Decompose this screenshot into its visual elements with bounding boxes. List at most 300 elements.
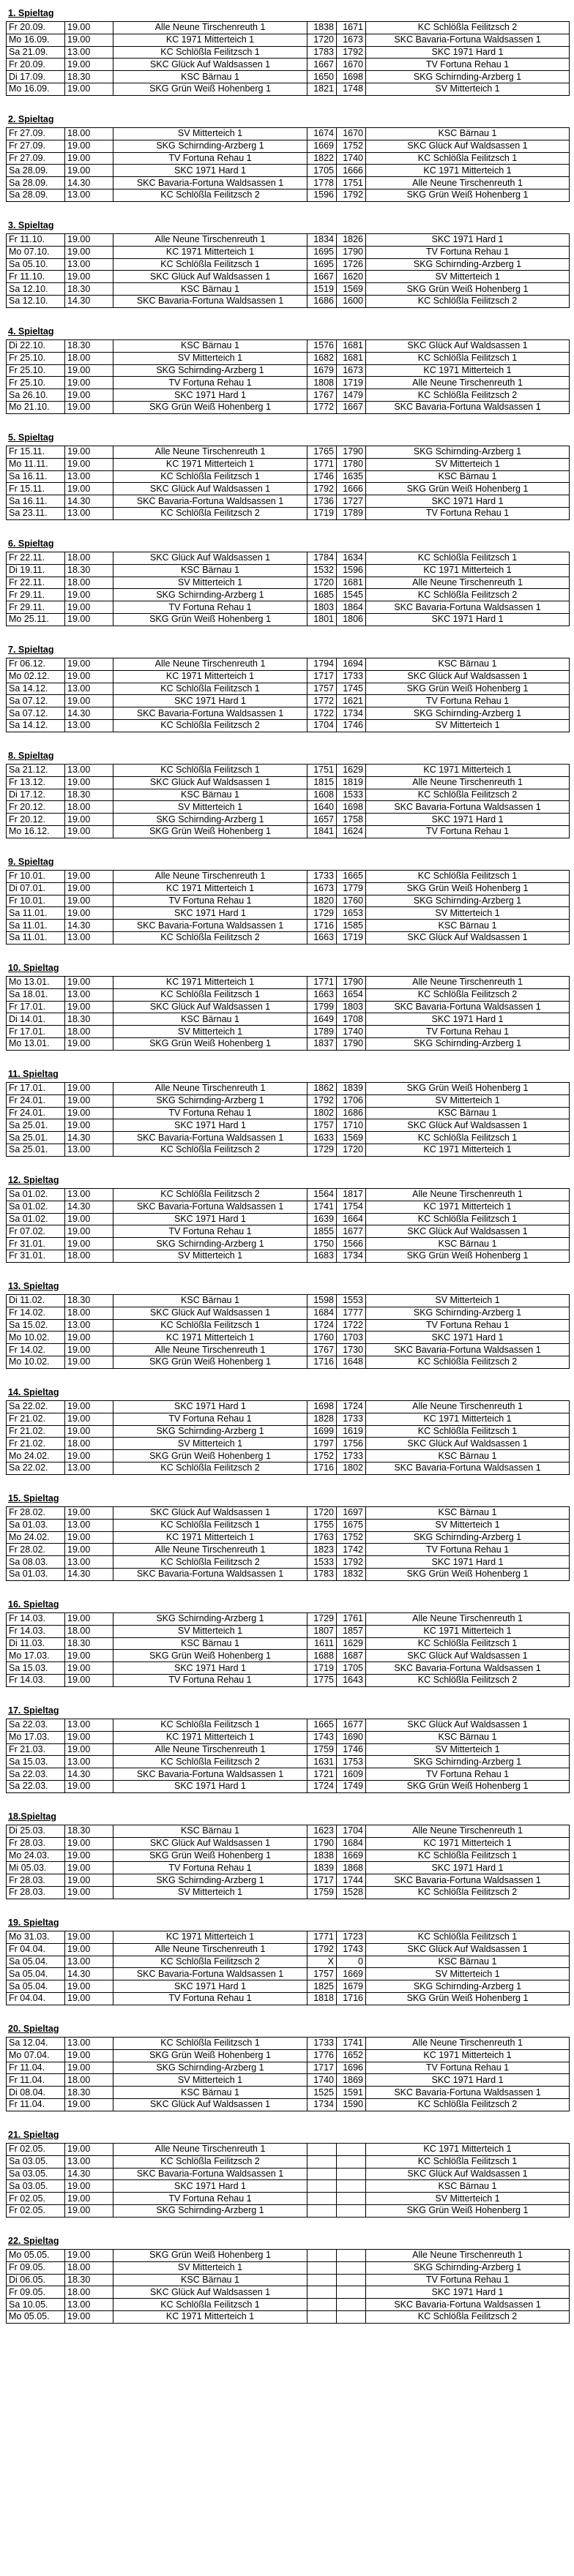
home-score: 1794 <box>308 658 337 671</box>
home-score: 1792 <box>308 1094 337 1107</box>
table-row <box>7 446 570 459</box>
match-time: 19.00 <box>65 246 113 258</box>
home-team: Alle Neune Tirschenreuth 1 <box>113 1943 308 1956</box>
away-score: 1684 <box>337 1837 366 1850</box>
match-time: 19.00 <box>65 1743 113 1756</box>
away-score: 1620 <box>337 271 366 283</box>
home-team: SKG Schirnding-Arzberg 1 <box>113 1613 308 1626</box>
home-team: SV Mitterteich 1 <box>113 1625 308 1637</box>
match-time: 19.00 <box>65 1332 113 1344</box>
match-date: Sa 28.09. <box>7 177 65 189</box>
home-team: SV Mitterteich 1 <box>113 352 308 364</box>
home-team: SKC Bavaria-Fortuna Waldsassen 1 <box>113 1968 308 1980</box>
table-row <box>7 401 570 413</box>
home-score: 1695 <box>308 246 337 258</box>
away-team: KSC Bärnau 1 <box>366 128 570 140</box>
away-score: 1734 <box>337 1250 366 1262</box>
round-title: 21. Spieltag <box>8 2130 59 2140</box>
table-row <box>7 1425 570 1438</box>
table-row <box>7 2204 570 2217</box>
away-team: SKC Glück Auf Waldsassen 1 <box>366 1225 570 1238</box>
match-date: Fr 29.11. <box>7 601 65 614</box>
away-team: SKC 1971 Hard 1 <box>366 2074 570 2087</box>
round-title: 20. Spieltag <box>8 2024 59 2034</box>
match-time: 18.30 <box>65 71 113 83</box>
away-team: SKG Schirnding-Arzberg 1 <box>366 258 570 271</box>
home-team: TV Fortuna Rehau 1 <box>113 1674 308 1686</box>
table-row <box>7 1719 570 1732</box>
home-team: TV Fortuna Rehau 1 <box>113 1107 308 1119</box>
home-team: Alle Neune Tirschenreuth 1 <box>113 871 308 883</box>
away-team: KC Schlößla Feilitzsch 1 <box>366 1637 570 1650</box>
round-title: 13. Spieltag <box>8 1281 59 1291</box>
match-date: Mo 05.05. <box>7 2250 65 2262</box>
away-team: KC Schlößla Feilitzsch 1 <box>366 352 570 364</box>
match-date: Mo 16.09. <box>7 83 65 95</box>
table-row <box>7 2310 570 2323</box>
away-team: KC 1971 Mitterteich 1 <box>366 2144 570 2156</box>
home-team: SKG Schirnding-Arzberg 1 <box>113 1094 308 1107</box>
away-score: 1743 <box>337 1943 366 1956</box>
home-score: 1519 <box>308 283 337 296</box>
home-score: 1837 <box>308 1037 337 1050</box>
match-time: 14.30 <box>65 2168 113 2180</box>
round-title: 11. Spieltag <box>8 1069 59 1079</box>
match-time: 19.00 <box>65 814 113 826</box>
home-team: Alle Neune Tirschenreuth 1 <box>113 22 308 34</box>
match-time: 18.30 <box>65 1825 113 1838</box>
away-score: 1653 <box>337 907 366 920</box>
table-row <box>7 2144 570 2156</box>
away-team: KC Schlößla Feilitzsch 2 <box>366 1356 570 1368</box>
away-score: 1609 <box>337 1768 366 1781</box>
away-score: 1733 <box>337 1450 366 1462</box>
away-score: 1789 <box>337 507 366 519</box>
away-score <box>337 2193 366 2205</box>
table-row <box>7 2038 570 2050</box>
home-team: KSC Bärnau 1 <box>113 1825 308 1838</box>
home-team: SKC Bavaria-Fortuna Waldsassen 1 <box>113 920 308 932</box>
home-score: 1772 <box>308 401 337 413</box>
match-date: Di 17.09. <box>7 71 65 83</box>
match-date: Fr 04.04. <box>7 1943 65 1956</box>
match-date: Sa 15.02. <box>7 1319 65 1332</box>
away-score: 1545 <box>337 589 366 601</box>
table-row <box>7 258 570 271</box>
home-score: 1767 <box>308 1344 337 1356</box>
match-date: Fr 02.05. <box>7 2193 65 2205</box>
match-date: Mo 07.04. <box>7 2049 65 2062</box>
match-time: 13.00 <box>65 1756 113 1768</box>
match-time: 19.00 <box>65 1119 113 1132</box>
away-score <box>337 2261 366 2274</box>
away-team: SKG Grün Weiß Hohenberg 1 <box>366 1083 570 1095</box>
match-date: Fr 17.01. <box>7 1083 65 1095</box>
away-team: SV Mitterteich 1 <box>366 907 570 920</box>
round-table <box>6 233 570 308</box>
round-title: 12. Spieltag <box>8 1175 59 1185</box>
round-section <box>6 112 570 218</box>
away-team: SV Mitterteich 1 <box>366 271 570 283</box>
table-row <box>7 483 570 495</box>
away-score: 1734 <box>337 707 366 720</box>
match-date: Sa 10.05. <box>7 2299 65 2311</box>
table-row <box>7 1743 570 1756</box>
home-team: TV Fortuna Rehau 1 <box>113 1862 308 1874</box>
match-date: Sa 12.10. <box>7 283 65 296</box>
home-score: 1783 <box>308 1568 337 1580</box>
match-time: 19.00 <box>65 483 113 495</box>
match-time: 19.00 <box>65 234 113 247</box>
table-row <box>7 2168 570 2180</box>
match-time: 18.00 <box>65 2261 113 2274</box>
home-score <box>308 2274 337 2286</box>
round-section <box>6 1597 570 1703</box>
match-date: Sa 28.09. <box>7 189 65 201</box>
home-score: 1688 <box>308 1650 337 1662</box>
match-time: 19.00 <box>65 2049 113 2062</box>
home-team: SKG Grün Weiß Hohenberg 1 <box>113 613 308 626</box>
away-team: SKG Grün Weiß Hohenberg 1 <box>366 882 570 895</box>
table-row <box>7 2193 570 2205</box>
home-score: 1771 <box>308 1931 337 1944</box>
match-date: Di 22.10. <box>7 340 65 353</box>
home-team: KC Schlößla Feilitzsch 1 <box>113 683 308 695</box>
away-score: 1869 <box>337 2074 366 2087</box>
away-team: SKG Grün Weiß Hohenberg 1 <box>366 283 570 296</box>
match-date: Fr 14.03. <box>7 1613 65 1626</box>
away-team: SV Mitterteich 1 <box>366 1743 570 1756</box>
home-team: SV Mitterteich 1 <box>113 1886 308 1899</box>
table-row <box>7 1768 570 1781</box>
home-team: SKG Schirnding-Arzberg 1 <box>113 140 308 152</box>
match-date: Di 14.01. <box>7 1013 65 1026</box>
away-score: 1681 <box>337 577 366 589</box>
match-time: 19.00 <box>65 1980 113 1993</box>
match-time: 19.00 <box>65 589 113 601</box>
match-date: Sa 21.12. <box>7 765 65 777</box>
match-date: Sa 14.12. <box>7 719 65 732</box>
match-date: Fr 20.12. <box>7 814 65 826</box>
away-team: KSC Bärnau 1 <box>366 1238 570 1250</box>
home-score: 1722 <box>308 707 337 720</box>
away-team: Alle Neune Tirschenreuth 1 <box>366 776 570 789</box>
round-section <box>6 1385 570 1491</box>
match-date: Sa 05.10. <box>7 258 65 271</box>
away-score: 1600 <box>337 295 366 307</box>
home-team: KSC Bärnau 1 <box>113 71 308 83</box>
table-row <box>7 1238 570 1250</box>
round-title: 9. Spieltag <box>8 857 54 867</box>
table-row <box>7 683 570 695</box>
away-team: KC Schlößla Feilitzsch 1 <box>366 152 570 165</box>
home-score: 1759 <box>308 1886 337 1899</box>
match-date: Sa 15.03. <box>7 1662 65 1675</box>
home-score: 1729 <box>308 1613 337 1626</box>
match-date: Sa 01.02. <box>7 1213 65 1225</box>
home-team: KC 1971 Mitterteich 1 <box>113 1531 308 1544</box>
match-time: 19.00 <box>65 825 113 838</box>
away-team: SKG Schirnding-Arzberg 1 <box>366 895 570 907</box>
match-date: Fr 06.12. <box>7 658 65 671</box>
away-score: 1716 <box>337 1992 366 2005</box>
home-team: SKG Grün Weiß Hohenberg 1 <box>113 1037 308 1050</box>
away-team: SKC Glück Auf Waldsassen 1 <box>366 670 570 683</box>
home-team: KC 1971 Mitterteich 1 <box>113 670 308 683</box>
away-score: 1744 <box>337 1874 366 1887</box>
round-table <box>6 1612 570 1687</box>
match-time: 19.00 <box>65 977 113 989</box>
away-team: KC Schlößla Feilitzsch 1 <box>366 1931 570 1944</box>
home-team: SKC 1971 Hard 1 <box>113 389 308 402</box>
table-row <box>7 988 570 1001</box>
away-team: SKC 1971 Hard 1 <box>366 1332 570 1344</box>
home-score: 1792 <box>308 483 337 495</box>
away-score: 1621 <box>337 695 366 707</box>
away-score: 1832 <box>337 1568 366 1580</box>
match-date: Sa 03.05. <box>7 2168 65 2180</box>
home-team: SKC Bavaria-Fortuna Waldsassen 1 <box>113 2168 308 2180</box>
away-team: TV Fortuna Rehau 1 <box>366 1768 570 1781</box>
home-score: 1699 <box>308 1425 337 1438</box>
away-score: 1634 <box>337 552 366 565</box>
match-date: Di 08.04. <box>7 2087 65 2099</box>
match-date: Fr 02.05. <box>7 2204 65 2217</box>
match-time: 19.00 <box>65 2193 113 2205</box>
table-row <box>7 2261 570 2274</box>
away-score: 1740 <box>337 1026 366 1038</box>
away-team: SKC Bavaria-Fortuna Waldsassen 1 <box>366 1874 570 1887</box>
away-team: SKC Bavaria-Fortuna Waldsassen 1 <box>366 801 570 814</box>
match-date: Sa 07.12. <box>7 707 65 720</box>
away-score <box>337 2299 366 2311</box>
match-date: Fr 09.05. <box>7 2261 65 2274</box>
away-score: 1751 <box>337 177 366 189</box>
round-table <box>6 658 570 732</box>
match-date: Fr 14.02. <box>7 1344 65 1356</box>
round-title: 8. Spieltag <box>8 751 54 761</box>
away-score: 1654 <box>337 988 366 1001</box>
home-score: 1724 <box>308 1319 337 1332</box>
away-score: 1839 <box>337 1083 366 1095</box>
away-team: SKC 1971 Hard 1 <box>366 46 570 59</box>
round-table <box>6 1082 570 1157</box>
away-score: 1697 <box>337 1507 366 1520</box>
match-date: Sa 25.01. <box>7 1132 65 1144</box>
away-team: SV Mitterteich 1 <box>366 719 570 732</box>
away-team: KSC Bärnau 1 <box>366 1450 570 1462</box>
match-date: Mo 05.05. <box>7 2310 65 2323</box>
away-team: TV Fortuna Rehau 1 <box>366 1544 570 1556</box>
table-row <box>7 1662 570 1675</box>
round-title: 14. Spieltag <box>8 1387 59 1397</box>
match-date: Fr 21.03. <box>7 1743 65 1756</box>
home-team: Alle Neune Tirschenreuth 1 <box>113 1083 308 1095</box>
home-score: 1783 <box>308 46 337 59</box>
home-score <box>308 2144 337 2156</box>
away-team: KC Schlößla Feilitzsch 2 <box>366 2310 570 2323</box>
match-time: 19.00 <box>65 1213 113 1225</box>
round-title: 2. Spieltag <box>8 114 54 124</box>
away-score: 1752 <box>337 140 366 152</box>
round-table <box>6 1506 570 1581</box>
table-row <box>7 814 570 826</box>
away-score: 1553 <box>337 1295 366 1307</box>
home-team: KSC Bärnau 1 <box>113 564 308 577</box>
away-score: 1826 <box>337 234 366 247</box>
round-section <box>6 2234 570 2340</box>
home-score: 1755 <box>308 1519 337 1531</box>
home-score: 1663 <box>308 988 337 1001</box>
table-row <box>7 271 570 283</box>
table-row <box>7 1862 570 1874</box>
home-team: Alle Neune Tirschenreuth 1 <box>113 446 308 459</box>
home-score: 1765 <box>308 446 337 459</box>
home-team: SKG Schirnding-Arzberg 1 <box>113 364 308 377</box>
match-time: 19.00 <box>65 1107 113 1119</box>
match-date: Sa 22.02. <box>7 1462 65 1474</box>
match-time: 18.30 <box>65 340 113 353</box>
table-row <box>7 1544 570 1556</box>
away-score: 1790 <box>337 1037 366 1050</box>
home-score <box>308 2261 337 2274</box>
match-date: Sa 11.01. <box>7 931 65 944</box>
away-team: KC 1971 Mitterteich 1 <box>366 1413 570 1425</box>
match-date: Fr 11.04. <box>7 2062 65 2074</box>
match-date: Fr 17.01. <box>7 1001 65 1013</box>
away-team: SKC Glück Auf Waldsassen 1 <box>366 1719 570 1732</box>
away-team: SKC 1971 Hard 1 <box>366 613 570 626</box>
round-table <box>6 127 570 202</box>
home-score: 1695 <box>308 258 337 271</box>
home-score <box>308 2286 337 2299</box>
match-date: Mo 25.11. <box>7 613 65 626</box>
match-date: Sa 26.10. <box>7 389 65 402</box>
home-score: 1720 <box>308 577 337 589</box>
away-score: 1635 <box>337 470 366 483</box>
match-date: Fr 21.02. <box>7 1413 65 1425</box>
match-date: Di 17.12. <box>7 789 65 801</box>
away-team: KSC Bärnau 1 <box>366 470 570 483</box>
away-team: SKG Grün Weiß Hohenberg 1 <box>366 1568 570 1580</box>
home-score: 1685 <box>308 589 337 601</box>
match-time: 19.00 <box>65 907 113 920</box>
match-time: 19.00 <box>65 2144 113 2156</box>
match-time: 19.00 <box>65 1650 113 1662</box>
away-score: 1748 <box>337 83 366 95</box>
away-team: Alle Neune Tirschenreuth 1 <box>366 1401 570 1413</box>
home-score: 1667 <box>308 271 337 283</box>
match-time: 19.00 <box>65 1425 113 1438</box>
away-team: KC 1971 Mitterteich 1 <box>366 1625 570 1637</box>
round-section <box>6 324 570 430</box>
home-team: SKG Grün Weiß Hohenberg 1 <box>113 83 308 95</box>
away-score: 1806 <box>337 613 366 626</box>
table-row <box>7 1507 570 1520</box>
away-team: KC 1971 Mitterteich 1 <box>366 2049 570 2062</box>
home-score: 1719 <box>308 1662 337 1675</box>
home-team: KC Schlößla Feilitzsch 2 <box>113 931 308 944</box>
home-team: SKC Glück Auf Waldsassen 1 <box>113 1507 308 1520</box>
home-score: 1576 <box>308 340 337 353</box>
away-score: 1690 <box>337 1731 366 1743</box>
away-team: KC Schlößla Feilitzsch 1 <box>366 552 570 565</box>
match-date: Fr 11.04. <box>7 2074 65 2087</box>
home-score <box>308 2299 337 2311</box>
home-team: SKG Schirnding-Arzberg 1 <box>113 1874 308 1887</box>
home-team: SV Mitterteich 1 <box>113 2074 308 2087</box>
away-score: 1740 <box>337 152 366 165</box>
table-row <box>7 1625 570 1637</box>
home-score: 1596 <box>308 189 337 201</box>
away-score: 1758 <box>337 814 366 826</box>
away-score: 1749 <box>337 1780 366 1792</box>
home-team: KC 1971 Mitterteich 1 <box>113 882 308 895</box>
home-team: KSC Bärnau 1 <box>113 1295 308 1307</box>
match-date: Fr 27.09. <box>7 128 65 140</box>
away-team: SKC Glück Auf Waldsassen 1 <box>366 1119 570 1132</box>
home-score: 1750 <box>308 1238 337 1250</box>
match-time: 18.30 <box>65 1637 113 1650</box>
table-row <box>7 1250 570 1262</box>
away-team: KC 1971 Mitterteich 1 <box>366 1144 570 1156</box>
home-team: KSC Bärnau 1 <box>113 340 308 353</box>
home-score: 1784 <box>308 552 337 565</box>
away-score: 1779 <box>337 882 366 895</box>
table-row <box>7 1825 570 1838</box>
away-score: 1664 <box>337 1213 366 1225</box>
away-team: KSC Bärnau 1 <box>366 1956 570 1968</box>
away-team: KC 1971 Mitterteich 1 <box>366 1837 570 1850</box>
away-team: KSC Bärnau 1 <box>366 2180 570 2193</box>
match-time: 13.00 <box>65 988 113 1001</box>
match-time: 19.00 <box>65 895 113 907</box>
round-table <box>6 339 570 414</box>
away-score: 1569 <box>337 283 366 296</box>
match-time: 18.00 <box>65 128 113 140</box>
match-time: 14.30 <box>65 177 113 189</box>
away-score: 1746 <box>337 719 366 732</box>
match-date: Sa 03.05. <box>7 2155 65 2168</box>
away-score: 1719 <box>337 377 366 389</box>
match-date: Mi 05.03. <box>7 1862 65 1874</box>
home-score: 1841 <box>308 825 337 838</box>
table-row <box>7 1780 570 1792</box>
home-score: 1717 <box>308 2062 337 2074</box>
home-score: 1815 <box>308 776 337 789</box>
match-time: 19.00 <box>65 1943 113 1956</box>
table-row <box>7 1756 570 1768</box>
match-time: 19.00 <box>65 1731 113 1743</box>
match-time: 19.00 <box>65 670 113 683</box>
match-date: Sa 25.01. <box>7 1119 65 1132</box>
match-time: 18.30 <box>65 564 113 577</box>
away-team: KSC Bärnau 1 <box>366 1507 570 1520</box>
away-team: SV Mitterteich 1 <box>366 1094 570 1107</box>
home-score: 1838 <box>308 1850 337 1862</box>
home-score: 1674 <box>308 128 337 140</box>
home-team: KC Schlößla Feilitzsch 2 <box>113 2155 308 2168</box>
home-team: KC 1971 Mitterteich 1 <box>113 1332 308 1344</box>
away-score: 1745 <box>337 683 366 695</box>
table-row <box>7 458 570 470</box>
match-time: 18.00 <box>65 2286 113 2299</box>
home-score: 1717 <box>308 670 337 683</box>
away-score: 1596 <box>337 564 366 577</box>
home-score: 1633 <box>308 1132 337 1144</box>
away-score <box>337 2310 366 2323</box>
match-date: Fr 28.02. <box>7 1507 65 1520</box>
